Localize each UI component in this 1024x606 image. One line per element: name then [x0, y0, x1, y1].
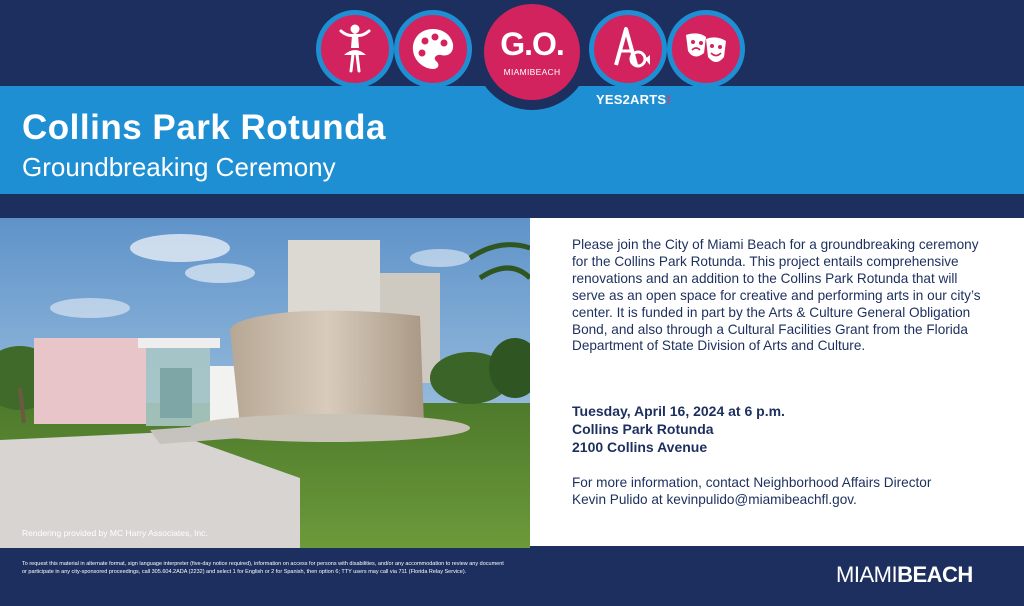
yes2arts-logo	[596, 92, 671, 107]
music-badge	[589, 10, 667, 88]
theater-badge	[667, 10, 745, 88]
event-location: Collins Park Rotunda	[572, 421, 714, 437]
contact-line-2: Kevin Pulido at kevinpulido@miamibeachfl.gov.	[572, 492, 857, 507]
go-logo-subtext: MIAMIBEACH	[503, 67, 561, 77]
music-icon	[594, 15, 662, 83]
page-title: Collins Park Rotunda	[22, 108, 386, 147]
yes2arts-text: YES2ARTS	[596, 92, 667, 107]
contact-info	[572, 474, 1002, 508]
page-subtitle: Groundbreaking Ceremony	[22, 152, 336, 182]
palette-icon	[399, 15, 467, 83]
logo-miami: MIAMI	[836, 562, 898, 587]
go-miami-beach-logo	[484, 4, 580, 100]
ballerina-badge	[316, 10, 394, 88]
event-details	[572, 402, 785, 456]
event-date: Tuesday, April 16, 2024 at 6 p.m.	[572, 403, 785, 419]
miami-beach-logo	[836, 562, 973, 588]
palette-badge	[394, 10, 472, 88]
ballerina-icon	[321, 15, 389, 83]
contact-line-1: For more information, contact Neighborhood Affairs Director	[572, 475, 932, 490]
accessibility-disclaimer: To request this material in alternate format, sign language interpreter (five-day notice required), information on access for persons with disabilities, and/or any accommodation to review any document or participate in any city-sponsored proceedings, call 305.604.2ADA (2232) and select 1 for English or 2 for Spanish, then option 6; TTY users may call via 711 (Florida Relay Service).	[22, 561, 504, 575]
content-panel	[530, 218, 1024, 546]
photo-credit: Rendering provided by MC Harry Associates, Inc.	[22, 528, 208, 538]
event-description: Please join the City of Miami Beach for a groundbreaking ceremony for the Collins Park Rotunda. This project entails comprehensive renovations and an addition to the Collins Park Rotunda that will serve as an open space for creative and performing arts in our city’s center. It is funded in part by the Arts & Culture General Obligation Bond, and also through a Cultural Facilities Grant from the Florida Department of State Division of Arts and Culture.	[572, 237, 981, 354]
logo-beach: BEACH	[897, 562, 973, 587]
event-address: 2100 Collins Avenue	[572, 439, 708, 455]
rendering-image	[0, 218, 530, 548]
go-logo-text: G.O.	[500, 26, 564, 62]
theater-masks-icon	[672, 15, 740, 83]
yes2arts-exclamation: !	[666, 92, 671, 107]
